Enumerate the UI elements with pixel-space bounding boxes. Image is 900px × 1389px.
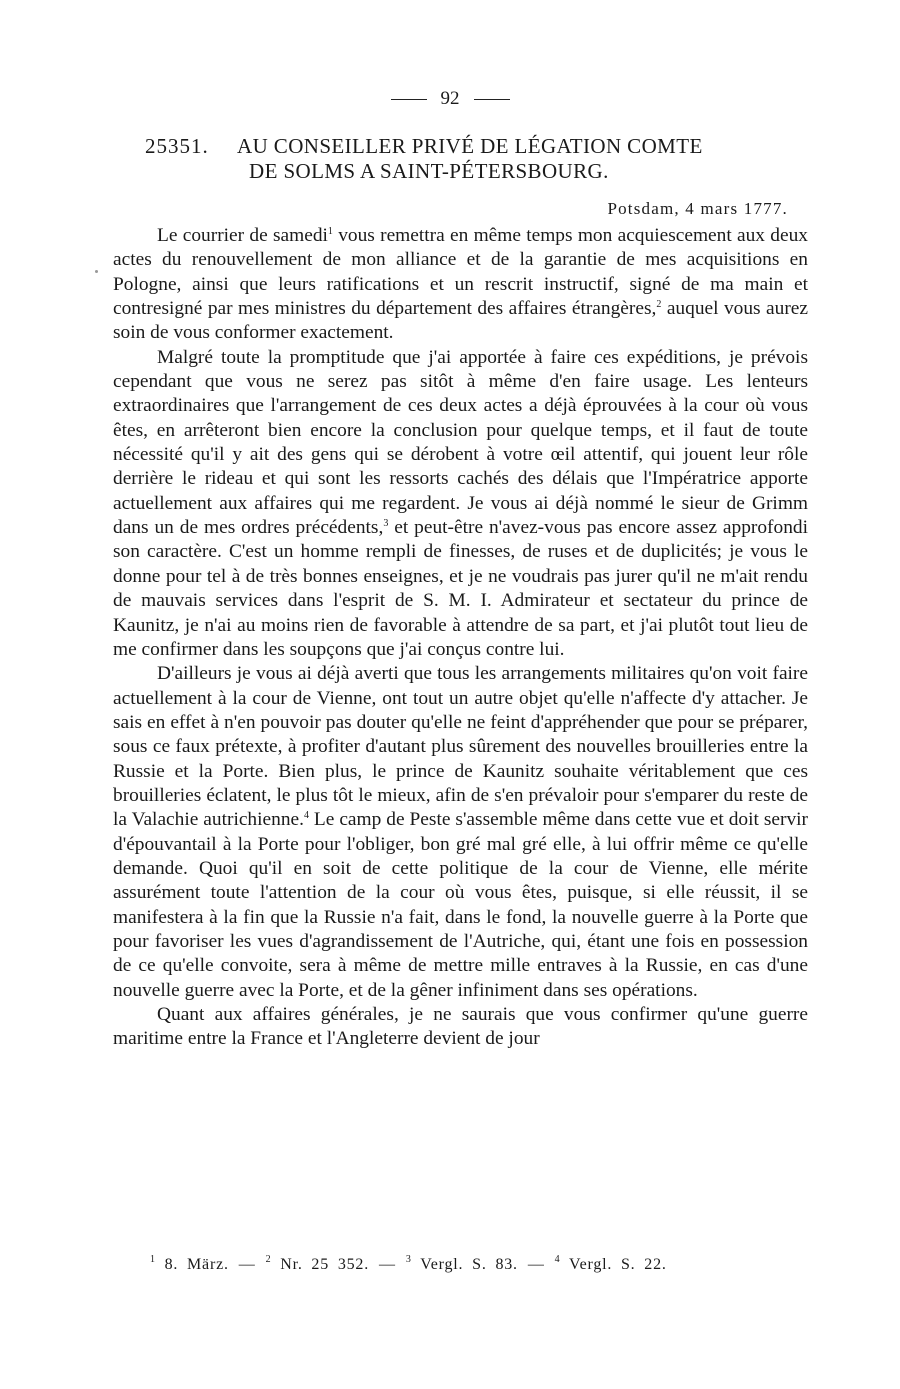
right-dash-rule bbox=[474, 99, 510, 100]
paragraph-text: Le courrier de samedi bbox=[157, 225, 328, 246]
footnote-separator: — bbox=[527, 1256, 545, 1273]
paragraph-text: Le camp de Peste s'assemble même dans cette vue et doit servir d'épouvantail à la Porte pour l'obliger, bon gré mal gré elle, à lui offrir même ce qu'elle demande. Quoi qu'il en soit de cette politique de la cour de Vienne, elle mérite assurément toute l'attention de la cour où vous êtes, puisque, si elle réussit, il se manifestera à la fin que la Russie n'a fait, dans le fond, la nouvelle guerre à la Porte que pour favoriser les vues d'agrandissement de l'Autriche, qui, étant une fois en possession de ce qu'elle convoite, sera à même de mettre mille entraves à la Russie, en cas d'une nouvelle guerre avec la Porte, et de la gêner infiniment dans ses opérations. bbox=[113, 809, 808, 1001]
page-number-row bbox=[0, 88, 900, 110]
footnote-mark: 1 bbox=[150, 1254, 156, 1265]
footnote-text: Vergl. S. 22. bbox=[569, 1256, 667, 1273]
footnote-1 bbox=[150, 1256, 229, 1274]
footnote-4 bbox=[555, 1256, 667, 1274]
footnote-ref-2: 2 bbox=[656, 299, 662, 311]
footnote-text: Vergl. S. 83. bbox=[420, 1256, 518, 1273]
footnote-2 bbox=[266, 1256, 369, 1274]
margin-speck bbox=[95, 270, 98, 273]
footnote-mark: 4 bbox=[554, 1254, 561, 1265]
footnote-separator: — bbox=[379, 1256, 396, 1273]
paragraph-4 bbox=[113, 1003, 808, 1052]
footnote-mark: 2 bbox=[265, 1254, 272, 1265]
heading-line-2: DE SOLMS A SAINT-PÉTERSBOURG. bbox=[249, 159, 609, 183]
footnote-text: 8. März. bbox=[164, 1256, 229, 1273]
footnote-ref-1: 1 bbox=[327, 226, 333, 237]
paragraph-text: Quant aux affaires générales, je ne saurais que vous confirmer qu'une guerre maritime entre la France et l'Angleterre devient de jour bbox=[113, 1004, 808, 1050]
letter-heading bbox=[145, 134, 805, 184]
letter-body bbox=[113, 224, 808, 1052]
paragraph-text: Malgré toute la promptitude que j'ai apportée à faire ces expéditions, je prévois cependant que vous ne serez pas sitôt à même d'en faire usage. Les lenteurs extraordinaires que l'arrangement de ces deux actes a déjà éprouvées à la cour où vous êtes, en arrêteront bien encore la conclusion pour quelque temps, et il faut de toute nécessité qu'il y ait des gens qui se dérobent à votre œil attentif, qui jouent leur rôle derrière le rideau et qui sont les ressorts cachés des délais que l'Impératrice apporte actuellement aux affaires qui me regardent. Je vous ai déjà nommé le sieur de Grimm dans un de mes ordres précédents, bbox=[113, 346, 808, 539]
left-dash-rule bbox=[391, 99, 427, 100]
letter-number: 25351. bbox=[145, 134, 209, 158]
dateline: Potsdam, 4 mars 1777. bbox=[607, 199, 788, 218]
paragraph-1 bbox=[113, 224, 808, 346]
footnote-separator: — bbox=[238, 1256, 256, 1273]
paragraph-text: vous remettra en même temps mon acquiescement aux deux actes du renouvellement de mon alliance et de la garantie de mes acquisitions en Pologne, ainsi que leurs ratifications et un rescrit instructif, signé de ma main et contresigné par mes ministres du département des affaires étrangères, bbox=[113, 225, 808, 320]
heading-line-1: AU CONSEILLER PRIVÉ DE LÉGATION COMTE bbox=[237, 134, 703, 158]
footnote-3 bbox=[406, 1256, 518, 1274]
footnotes bbox=[150, 1256, 667, 1274]
footnote-text: Nr. 25 352. bbox=[280, 1256, 370, 1273]
footnote-ref-3: 3 bbox=[383, 518, 389, 530]
paragraph-2 bbox=[113, 346, 808, 662]
paragraph-text: et peut-être n'avez-vous pas encore assez approfondi son caractère. C'est un homme rempli de finesses, de ruses et de duplicités; je vous le donne pour tel à de très bonnes enseignes, et je ne voudrais pas jurer qu'il ne m'ait rendu de mauvais services dans l'esprit de S. M. I. Admirateur et sectateur du prince de Kaunitz, je n'ai au moins rien de favorable à attendre de sa part, et j'ai plutôt tout lieu de me confirmer dans les soupçons que j'ai conçus contre lui. bbox=[113, 517, 808, 660]
footnote-mark: 3 bbox=[405, 1254, 412, 1265]
page-number: 92 bbox=[440, 88, 460, 109]
paragraph-text: auquel vous aurez soin de vous conformer exactement. bbox=[113, 298, 808, 344]
paragraph-text: D'ailleurs je vous ai déjà averti que tous les arrangements militaires qu'on voit faire actuellement à la cour de Vienne, ont tout un autre objet qu'elle n'affecte d'y attacher. Je sais en effet à n'en pouvoir pas douter qu'elle ne feint d'appréhender que pour se préparer, sous ce faux prétexte, à profiter d'autant plus sûrement des nouvelles brouilleries entre la Russie et la Porte. Bien plus, le prince de Kaunitz souhaite véritablement que ces brouilleries éclatent, le plus tôt le mieux, afin de s'en prévaloir pour s'emparer du reste de la Valachie autrichienne. bbox=[113, 663, 808, 831]
footnote-ref-4: 4 bbox=[303, 810, 309, 822]
paragraph-3 bbox=[113, 662, 808, 1003]
